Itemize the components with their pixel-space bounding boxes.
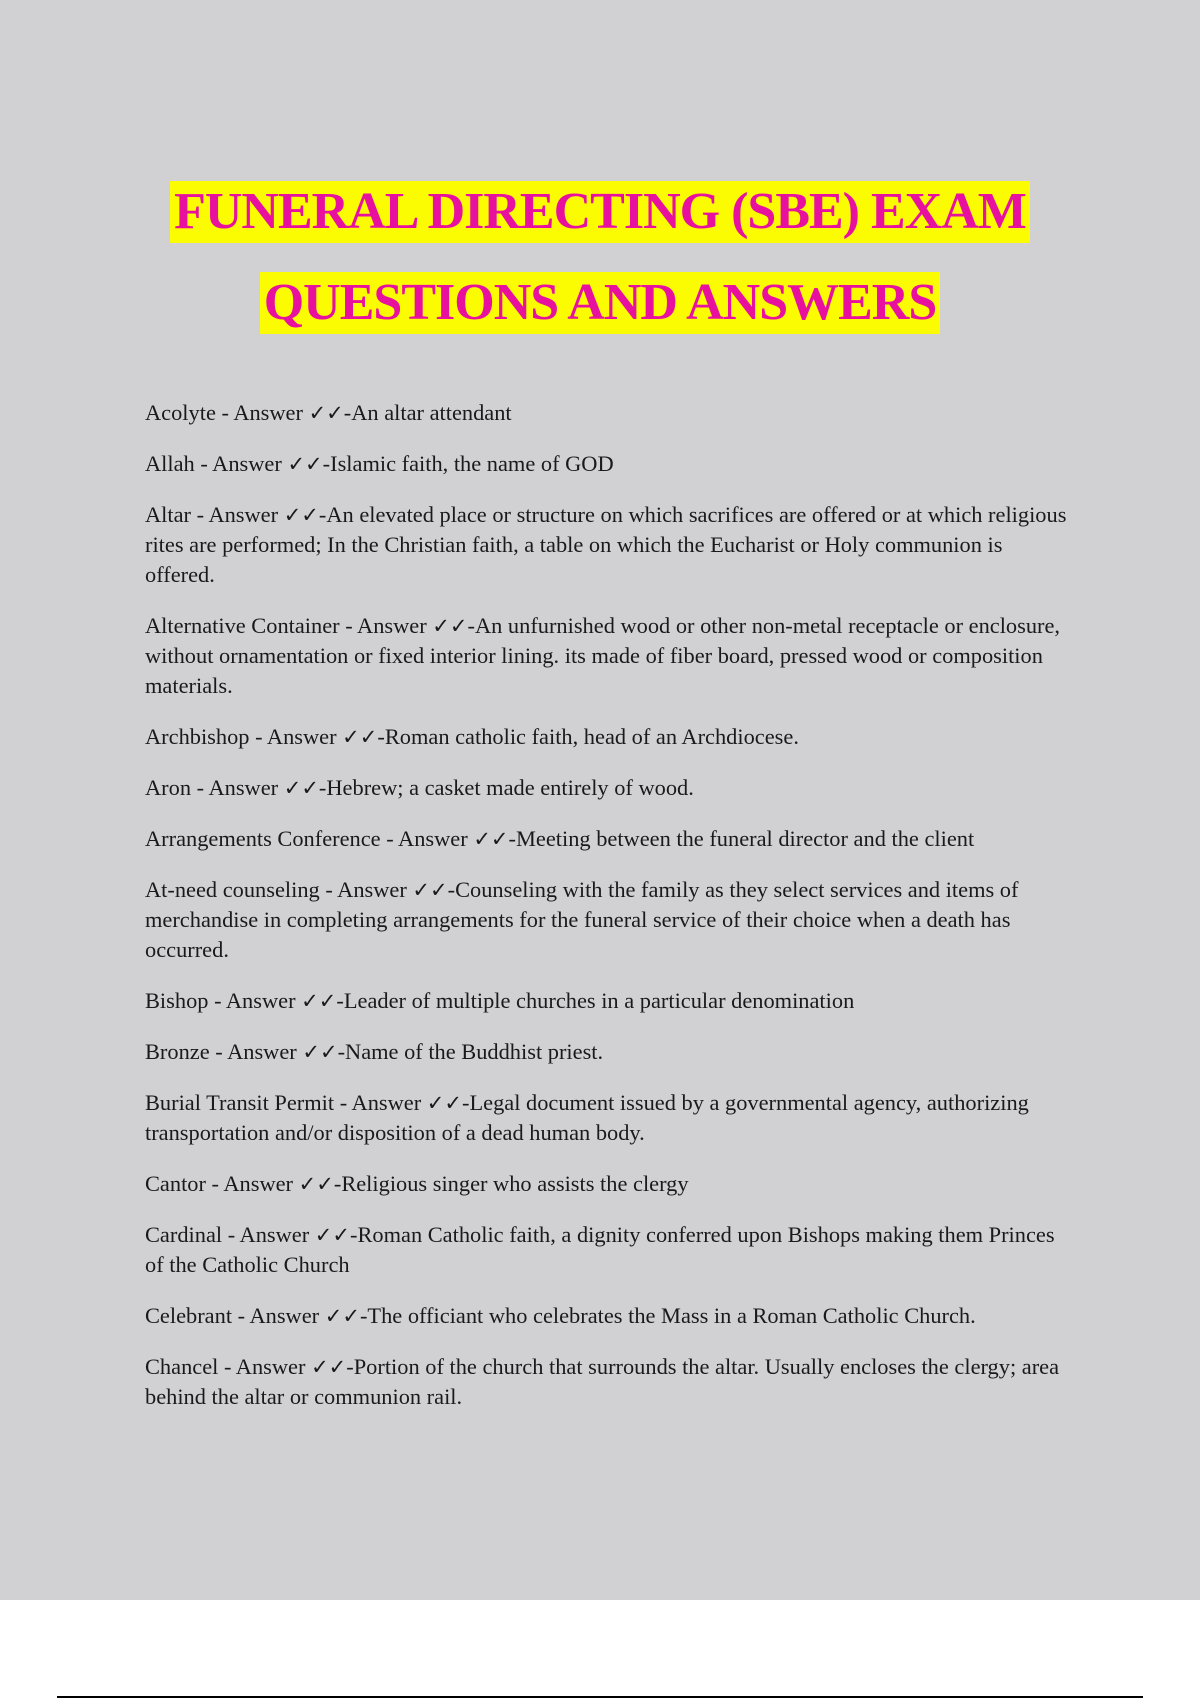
double-check-icon: ✓✓ [324, 1304, 360, 1328]
entry-definition: The officiant who celebrates the Mass in a Roman Catholic Church. [367, 1303, 976, 1328]
entry-term: Cardinal [145, 1222, 223, 1247]
entry-term: Arrangements Conference [145, 826, 381, 851]
entry-term: Chancel [145, 1354, 219, 1379]
glossary-entry: Arrangements Conference - Answer ✓✓-Meeting between the funeral director and the client [145, 826, 975, 851]
answer-label: Answer [233, 400, 303, 425]
answer-label: Answer [208, 502, 279, 527]
entry-term: Celebrant [145, 1303, 233, 1328]
glossary-entry: Bishop - Answer ✓✓-Leader of multiple churches in a particular denomination [145, 988, 855, 1013]
answer-label: Answer [239, 1222, 310, 1247]
answer-label: Answer [351, 1090, 422, 1115]
glossary-list [145, 398, 1075, 1433]
entry-term: Aron [145, 775, 192, 800]
entry-term: Archbishop [145, 724, 250, 749]
entry-term: Allah [145, 451, 195, 476]
entry-definition: Name of the Buddhist priest. [345, 1039, 604, 1064]
entry-definition: Portion of the church that surrounds the altar. Usually encloses the clergy; area behind the altar or communion rail. [145, 1354, 1060, 1409]
entry-definition: Islamic faith, the name of GOD [330, 451, 614, 476]
entry-term: Burial Transit Permit [145, 1090, 335, 1115]
entry-definition: Meeting between the funeral director and the client [515, 826, 975, 851]
title-line-2 [0, 257, 1200, 348]
entry-definition: Counseling with the family as they select services and items of merchandise in completing arrangements for the funeral service of their choice when a death has occurred. [145, 877, 1019, 962]
double-check-icon: ✓✓ [298, 1172, 334, 1196]
answer-label: Answer [266, 724, 337, 749]
glossary-entry: At-need counseling - Answer ✓✓-Counseling with the family as they select services and items of merchandise in completing arrangements for the funeral service of their choice when a death has occurred. [145, 877, 1019, 962]
double-check-icon: ✓✓ [308, 401, 344, 425]
entry-definition: An unfurnished wood or other non-metal receptacle or enclosure, without ornamentation or fixed interior lining. its made of fiber board, pressed wood or composition materials. [145, 613, 1061, 698]
entry-term: Altar [145, 502, 192, 527]
title-line-2-text: QUESTIONS AND ANSWERS [260, 272, 941, 334]
glossary-entry: Chancel - Answer ✓✓-Portion of the church that surrounds the altar. Usually encloses the clergy; area behind the altar or communion rail. [145, 1354, 1060, 1409]
entry-term: At-need counseling [145, 877, 320, 902]
glossary-entry: Burial Transit Permit - Answer ✓✓-Legal document issued by a governmental agency, authorizing transportation and/or disposition of a dead human body. [145, 1090, 1029, 1145]
entry-definition: Leader of multiple churches in a particular denomination [343, 988, 855, 1013]
entry-term: Bronze [145, 1039, 210, 1064]
answer-label: Answer [227, 1039, 297, 1064]
answer-label: Answer [223, 1171, 294, 1196]
entry-term: Bishop [145, 988, 209, 1013]
double-check-icon: ✓✓ [283, 503, 319, 527]
title-line-1-text: FUNERAL DIRECTING (SBE) EXAM [170, 181, 1030, 243]
entry-term: Alternative Container [145, 613, 340, 638]
double-check-icon: ✓✓ [473, 827, 509, 851]
double-check-icon: ✓✓ [302, 1040, 338, 1064]
entry-definition: Roman catholic faith, head of an Archdiocese. [384, 724, 799, 749]
entry-definition: Hebrew; a casket made entirely of wood. [326, 775, 694, 800]
double-check-icon: ✓✓ [287, 452, 323, 476]
document-title [0, 166, 1200, 348]
glossary-entry: Celebrant - Answer ✓✓-The officiant who celebrates the Mass in a Roman Catholic Church. [145, 1303, 976, 1328]
answer-label: Answer [212, 451, 282, 476]
entry-definition: Religious singer who assists the clergy [341, 1171, 689, 1196]
entry-definition: Legal document issued by a governmental agency, authorizing transportation and/or disposition of a dead human body. [145, 1090, 1029, 1145]
double-check-icon: ✓✓ [311, 1355, 347, 1379]
answer-label: Answer [225, 988, 296, 1013]
entry-definition: An elevated place or structure on which sacrifices are offered or at which religious rites are performed; In the Christian faith, a table on which the Eucharist or Holy communion is offered. [145, 502, 1067, 587]
glossary-entry: Alternative Container - Answer ✓✓-An unfurnished wood or other non-metal receptacle or enclosure, without ornamentation or fixed interior lining. its made of fiber board, pressed wood or composition materials. [145, 613, 1061, 698]
double-check-icon: ✓✓ [412, 878, 448, 902]
glossary-entry: Archbishop - Answer ✓✓-Roman catholic faith, head of an Archdiocese. [145, 724, 799, 749]
entry-definition: Roman Catholic faith, a dignity conferred upon Bishops making them Princes of the Catholic Church [145, 1222, 1055, 1277]
glossary-entry: Bronze - Answer ✓✓-Name of the Buddhist priest. [145, 1039, 604, 1064]
title-line-1 [0, 166, 1200, 257]
glossary-entry: Cardinal - Answer ✓✓-Roman Catholic faith, a dignity conferred upon Bishops making them Princes of the Catholic Church [145, 1222, 1055, 1277]
answer-label: Answer [357, 613, 427, 638]
double-check-icon: ✓✓ [301, 989, 337, 1013]
entry-term: Cantor [145, 1171, 206, 1196]
glossary-entry: Cantor - Answer ✓✓-Religious singer who assists the clergy [145, 1171, 689, 1196]
glossary-entry: Altar - Answer ✓✓-An elevated place or structure on which sacrifices are offered or at which religious rites are performed; In the Christian faith, a table on which the Eucharist or Holy communion is offered. [145, 502, 1067, 587]
entry-term: Acolyte [145, 400, 216, 425]
entry-definition: An altar attendant [351, 400, 512, 425]
glossary-entry: Aron - Answer ✓✓-Hebrew; a casket made entirely of wood. [145, 775, 694, 800]
answer-label: Answer [337, 877, 407, 902]
answer-label: Answer [398, 826, 468, 851]
glossary-entry: Allah - Answer ✓✓-Islamic faith, the name of GOD [145, 451, 614, 476]
answer-label: Answer [235, 1354, 306, 1379]
glossary-entry: Acolyte - Answer ✓✓-An altar attendant [145, 400, 512, 425]
double-check-icon: ✓✓ [426, 1091, 462, 1115]
answer-label: Answer [208, 775, 279, 800]
double-check-icon: ✓✓ [432, 614, 468, 638]
double-check-icon: ✓✓ [283, 776, 319, 800]
double-check-icon: ✓✓ [314, 1223, 350, 1247]
answer-label: Answer [249, 1303, 320, 1328]
footer-rule [57, 1696, 1143, 1698]
double-check-icon: ✓✓ [342, 725, 378, 749]
